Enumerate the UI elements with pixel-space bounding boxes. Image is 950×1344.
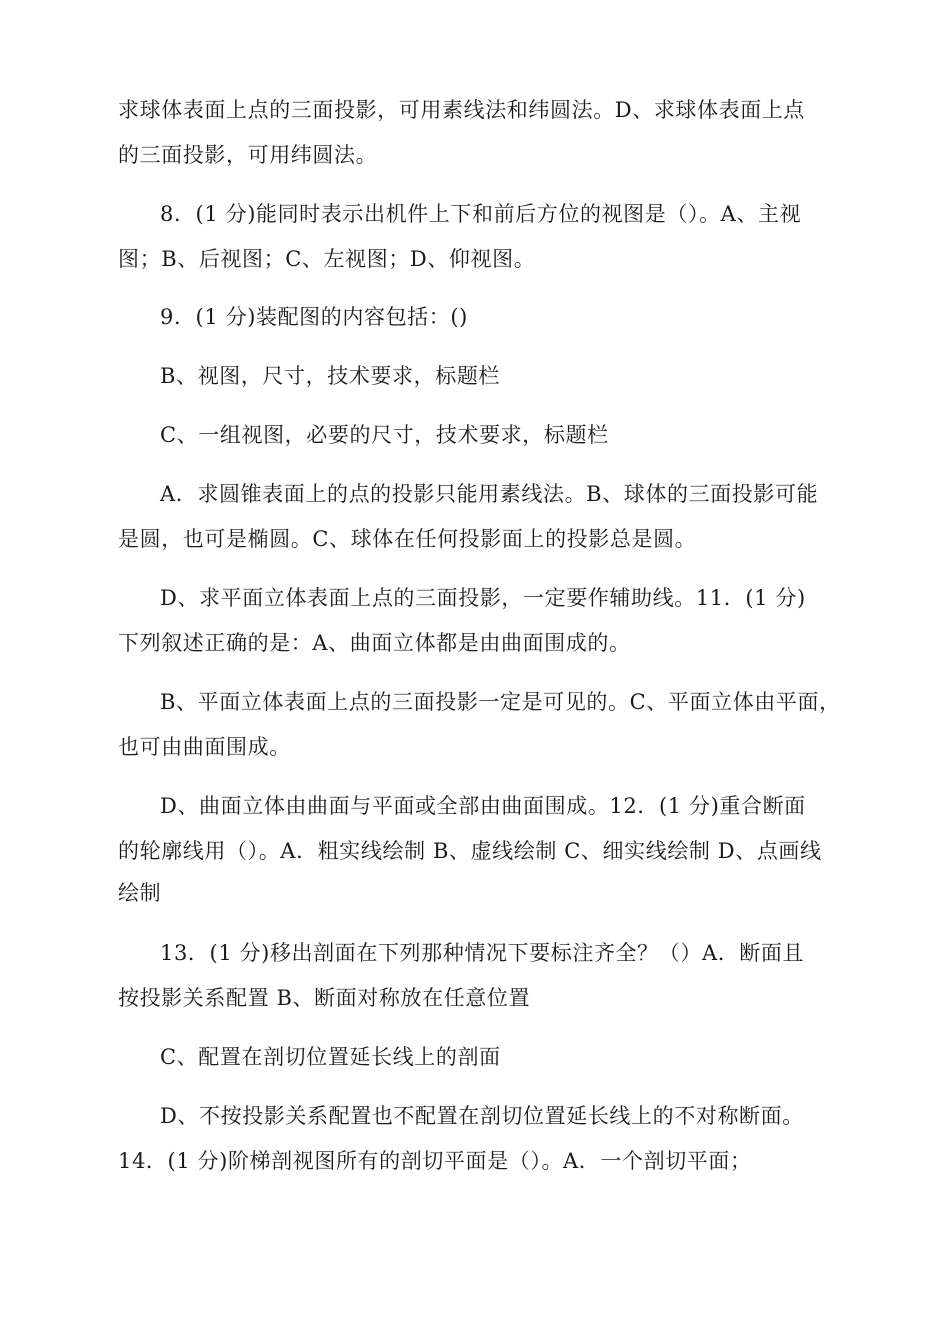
text-line: 也可由曲面围成。 bbox=[118, 735, 291, 759]
question-12-line: D、曲面立体由曲面与平面或全部由曲面围成。12．(1 分)重合断面 bbox=[160, 794, 806, 818]
text-line: 的轮廓线用（）。A．粗实线绘制 B、虚线绘制 C、细实线绘制 D、点画线 bbox=[118, 839, 822, 863]
option-line: D、不按投影关系配置也不配置在剖切位置延长线上的不对称断面。 bbox=[160, 1104, 804, 1128]
option-line: C、一组视图，必要的尺寸，技术要求，标题栏 bbox=[160, 423, 609, 447]
question-14-line: 14．(1 分)阶梯剖视图所有的剖切平面是（）。A．一个剖切平面； bbox=[118, 1149, 752, 1173]
option-line: B、平面立体表面上点的三面投影一定是可见的。C、平面立体由平面， bbox=[160, 690, 841, 714]
question-9-line: 9．(1 分)装配图的内容包括：() bbox=[160, 305, 468, 329]
option-line: C、配置在剖切位置延长线上的剖面 bbox=[160, 1045, 501, 1069]
text-line: 绘制 bbox=[118, 881, 162, 905]
question-13-line: 13．(1 分)移出剖面在下列那种情况下要标注齐全？（）A．断面且 bbox=[160, 941, 805, 965]
question-8-line: 8．(1 分)能同时表示出机件上下和前后方位的视图是（）。A、主视 bbox=[160, 202, 802, 226]
question-11-line: D、求平面立体表面上点的三面投影，一定要作辅助线。11．(1 分) bbox=[160, 586, 806, 610]
text-line: 图；B、后视图；C、左视图；D、仰视图。 bbox=[118, 247, 536, 271]
option-line: A．求圆锥表面上的点的投影只能用素线法。B、球体的三面投影可能 bbox=[160, 482, 819, 506]
text-line: 是圆，也可是椭圆。C、球体在任何投影面上的投影总是圆。 bbox=[118, 527, 697, 551]
text-line: 求球体表面上点的三面投影，可用素线法和纬圆法。D、求球体表面上点 bbox=[118, 98, 806, 122]
text-line: 按投影关系配置 B、断面对称放在任意位置 bbox=[118, 986, 531, 1010]
option-line: B、视图，尺寸，技术要求，标题栏 bbox=[160, 364, 501, 388]
text-line: 的三面投影，可用纬圆法。 bbox=[118, 143, 378, 167]
text-line: 下列叙述正确的是：A、曲面立体都是由曲面围成的。 bbox=[118, 631, 631, 655]
